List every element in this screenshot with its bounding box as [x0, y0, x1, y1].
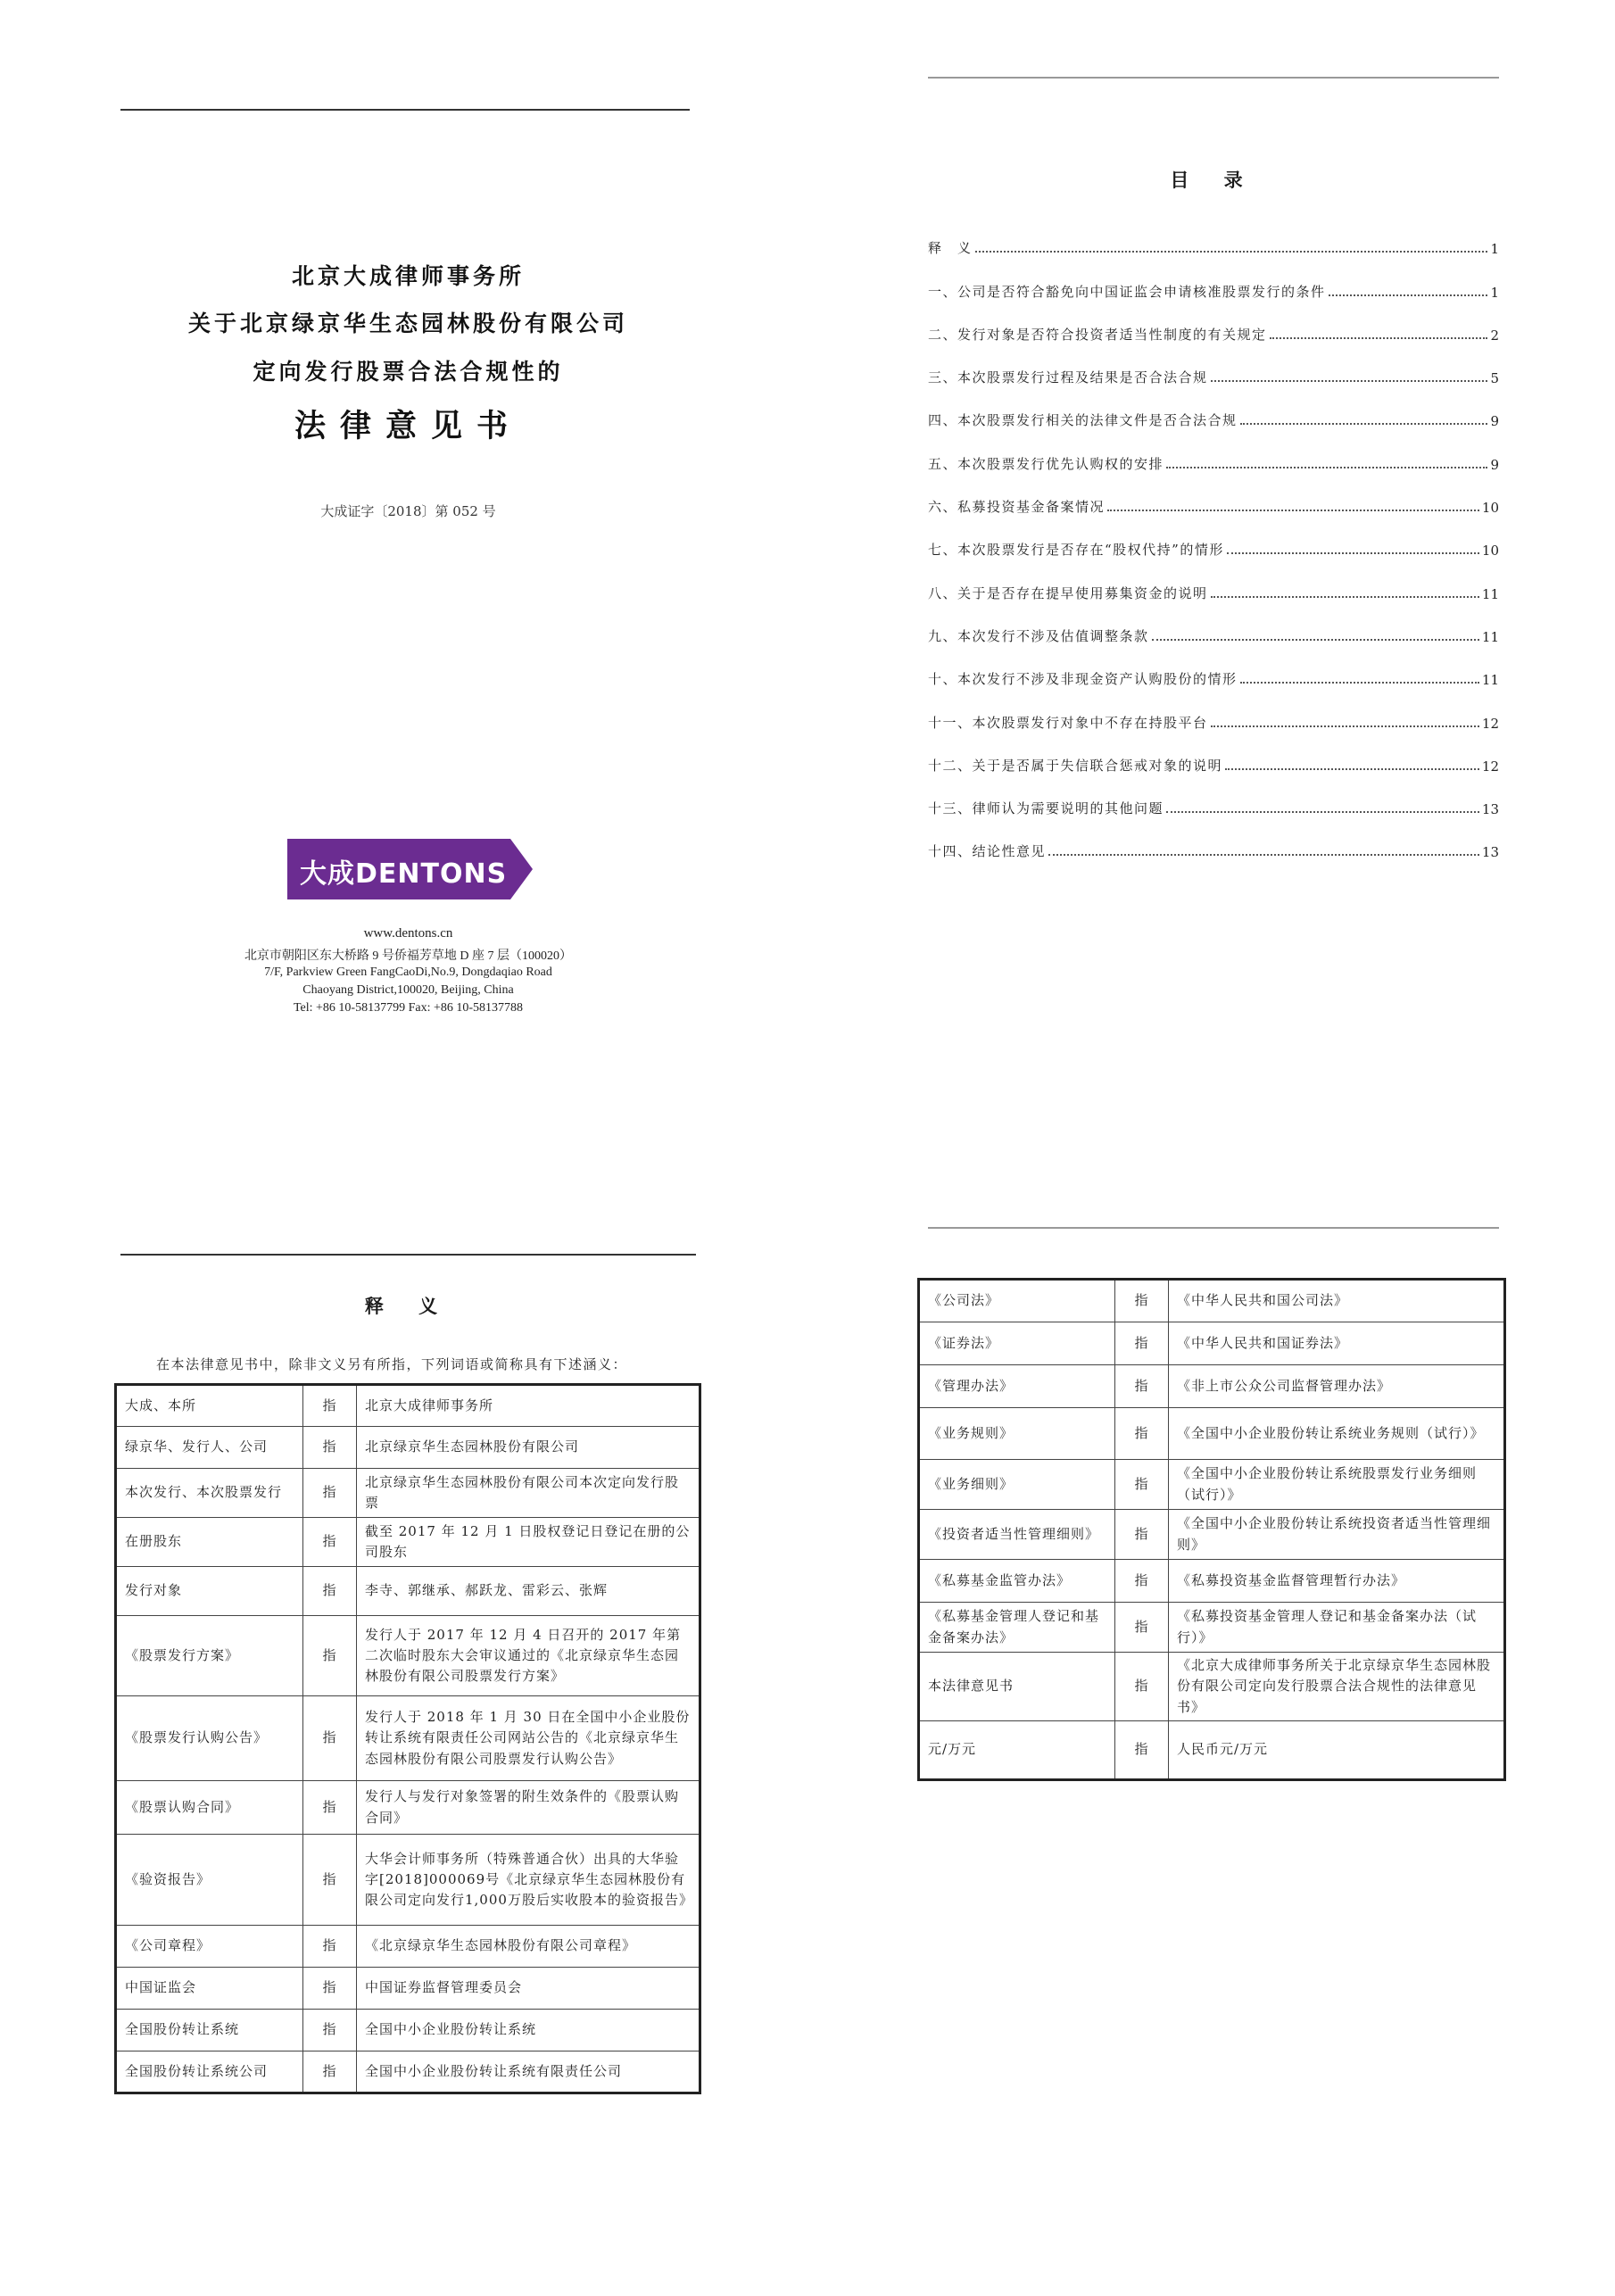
toc-item-page: 1	[1490, 284, 1499, 301]
definitions-table	[114, 1383, 701, 2094]
toc-item-text: 九、本次发行不涉及估值调整条款	[928, 627, 1149, 644]
definition-text: 《全国中小企业股份转让系统投资者适当性管理细则》	[1169, 1510, 1505, 1560]
definition-text: 《北京绿京华生态园林股份有限公司章程》	[357, 1926, 700, 1968]
definition-marker: 指	[1115, 1720, 1169, 1779]
toc-item-page: 9	[1490, 456, 1499, 473]
toc-leader-dots	[1329, 294, 1488, 296]
toc-item-page: 11	[1481, 585, 1499, 602]
document-number: 大成证字〔2018〕第 052 号	[320, 503, 496, 519]
definition-text: 人民币元/万元	[1169, 1720, 1505, 1779]
cover-title-document: 法律意见书	[294, 408, 522, 444]
definition-row	[116, 1567, 700, 1616]
definition-term: 《公司章程》	[116, 1926, 303, 1968]
toc-item-page: 12	[1481, 758, 1499, 775]
toc-item-text: 八、关于是否存在提早使用募集资金的说明	[928, 584, 1208, 601]
toc-item[interactable]	[928, 602, 1499, 645]
definition-text: 全国中小企业股份转让系统	[357, 2010, 700, 2051]
toc-item[interactable]	[928, 817, 1499, 860]
toc-item-text: 十、本次发行不涉及非现金资产认购股份的情形	[928, 671, 1238, 688]
toc-leader-dots	[1048, 854, 1479, 856]
definition-row	[116, 1427, 700, 1469]
definition-text: 北京绿京华生态园林股份有限公司本次定向发行股票	[357, 1469, 700, 1518]
toc-item-text: 三、本次股票发行过程及结果是否合法合规	[928, 369, 1208, 386]
definition-text: 截至 2017 年 12 月 1 日股权登记日登记在册的公司股东	[357, 1518, 700, 1567]
toc-leader-dots	[1152, 639, 1479, 641]
toc-leader-dots	[1211, 725, 1479, 727]
definition-row	[919, 1280, 1505, 1322]
definition-text: 《中华人民共和国证券法》	[1169, 1322, 1505, 1365]
definition-row	[919, 1603, 1505, 1653]
definition-marker: 指	[1115, 1322, 1169, 1365]
definition-row	[116, 1696, 700, 1781]
toc-item[interactable]	[928, 344, 1499, 386]
toc-item-text: 二、发行对象是否符合投资者适当性制度的有关规定	[928, 326, 1267, 343]
toc-leader-dots	[1211, 596, 1479, 598]
definition-marker: 指	[303, 1518, 357, 1567]
toc-item[interactable]	[928, 257, 1499, 300]
definition-row	[116, 1835, 700, 1926]
definition-marker: 指	[1115, 1510, 1169, 1560]
toc-item[interactable]	[928, 645, 1499, 688]
toc-item[interactable]	[928, 688, 1499, 731]
definition-term: 《证券法》	[919, 1322, 1115, 1365]
toc-item[interactable]	[928, 775, 1499, 817]
definition-term: 在册股东	[116, 1518, 303, 1567]
definition-row	[919, 1322, 1505, 1365]
definition-term: 本次发行、本次股票发行	[116, 1469, 303, 1518]
toc-leader-dots	[1211, 380, 1488, 382]
definition-term: 《私募基金管理人登记和基金备案办法》	[919, 1603, 1115, 1653]
toc-item-page: 10	[1481, 543, 1499, 559]
definition-row	[919, 1460, 1505, 1510]
definition-marker: 指	[303, 1385, 357, 1427]
toc-item-page: 5	[1490, 370, 1499, 387]
definition-marker: 指	[1115, 1280, 1169, 1322]
definition-term: 元/万元	[919, 1720, 1115, 1779]
toc-item-page: 9	[1490, 413, 1499, 430]
definition-row	[919, 1560, 1505, 1603]
definition-text: 《私募投资基金监督管理暂行办法》	[1169, 1560, 1505, 1603]
toc-leader-dots	[1227, 552, 1479, 554]
toc-leader-dots	[1166, 811, 1479, 813]
definition-term: 发行对象	[116, 1567, 303, 1616]
definition-marker: 指	[303, 1616, 357, 1696]
definition-row	[116, 1385, 700, 1427]
toc-item-page: 2	[1490, 327, 1499, 344]
toc-leader-dots	[1270, 337, 1488, 339]
definition-term: 《业务细则》	[919, 1460, 1115, 1510]
definition-marker: 指	[303, 1781, 357, 1835]
definition-text: 北京大成律师事务所	[357, 1385, 700, 1427]
definitions-title: 释 义	[364, 1295, 452, 1317]
definition-row	[116, 1781, 700, 1835]
definition-term: 《股票发行认购公告》	[116, 1696, 303, 1781]
firm-address-en-line1: 7/F, Parkview Green FangCaoDi,No.9, Dongdaqiao Road	[264, 966, 552, 979]
definition-row	[919, 1720, 1505, 1779]
definition-marker: 指	[303, 1926, 357, 1968]
definition-row	[116, 2051, 700, 2093]
toc-item-text: 十二、关于是否属于失信联合惩戒对象的说明	[928, 757, 1223, 774]
definition-text: 《私募投资基金管理人登记和基金备案办法（试行）》	[1169, 1603, 1505, 1653]
toc-item-page: 11	[1481, 672, 1499, 689]
toc-item[interactable]	[928, 473, 1499, 516]
definition-row	[116, 1968, 700, 2010]
definition-term: 《股票发行方案》	[116, 1616, 303, 1696]
definition-term: 全国股份转让系统公司	[116, 2051, 303, 2093]
toc-item-text: 十四、结论性意见	[928, 843, 1047, 860]
toc-item-page: 13	[1481, 844, 1499, 861]
firm-address-en-line2: Chaoyang District,100020, Beijing, China	[302, 983, 514, 997]
definition-marker: 指	[1115, 1365, 1169, 1408]
definition-text: 大华会计师事务所（特殊普通合伙）出具的大华验字[2018]000069号《北京绿京华生态园林股份有限公司定向发行1,000万股后实收股本的验资报告》	[357, 1835, 700, 1926]
toc-list	[928, 214, 1499, 860]
toc-leader-dots	[1240, 682, 1479, 684]
definition-marker: 指	[303, 2051, 357, 2093]
toc-leader-dots	[1240, 423, 1488, 425]
toc-item[interactable]	[928, 516, 1499, 559]
definition-term: 全国股份转让系统	[116, 2010, 303, 2051]
toc-item-page: 10	[1481, 500, 1499, 517]
definition-marker: 指	[1115, 1460, 1169, 1510]
definition-text: 李寺、郭继承、郝跃龙、雷彩云、张辉	[357, 1567, 700, 1616]
definition-text: 《中华人民共和国公司法》	[1169, 1280, 1505, 1322]
firm-website: www.dentons.cn	[363, 926, 453, 941]
definition-row	[116, 1616, 700, 1696]
definition-text: 《全国中小企业股份转让系统股票发行业务细则（试行）》	[1169, 1460, 1505, 1510]
toc-leader-dots	[975, 251, 1488, 253]
toc-item-page: 13	[1481, 801, 1499, 818]
cover-title-firm: 北京大成律师事务所	[291, 263, 525, 289]
definition-marker: 指	[1115, 1653, 1169, 1721]
definition-text: 发行人于 2018 年 1 月 30 日在全国中小企业股份转让系统有限责任公司网站公告的《北京绿京华生态园林股份有限公司股票发行认购公告》	[357, 1696, 700, 1781]
definition-term: 《业务规则》	[919, 1408, 1115, 1460]
definition-term: 《验资报告》	[116, 1835, 303, 1926]
definition-marker: 指	[1115, 1560, 1169, 1603]
toc-leader-dots	[1225, 768, 1479, 770]
definitions-table-continued	[917, 1278, 1506, 1781]
toc-item[interactable]	[928, 429, 1499, 472]
toc-top-rule	[928, 77, 1499, 79]
definition-term: 《股票认购合同》	[116, 1781, 303, 1835]
definition-text: 北京绿京华生态园林股份有限公司	[357, 1427, 700, 1469]
definition-row	[919, 1653, 1505, 1721]
toc-item-text: 七、本次股票发行是否存在“股权代持”的情形	[928, 542, 1224, 559]
toc-item-text: 释 义	[928, 240, 973, 257]
toc-item-text: 六、私募投资基金备案情况	[928, 499, 1106, 516]
definition-text: 发行人与发行对象签署的附生效条件的《股票认购合同》	[357, 1781, 700, 1835]
definition-term: 绿京华、发行人、公司	[116, 1427, 303, 1469]
definition-text: 《全国中小企业股份转让系统业务规则（试行）》	[1169, 1408, 1505, 1460]
definition-row	[919, 1408, 1505, 1460]
definition-marker: 指	[303, 1469, 357, 1518]
definition-term: 《管理办法》	[919, 1365, 1115, 1408]
toc-item[interactable]	[928, 301, 1499, 344]
toc-item-text: 一、公司是否符合豁免向中国证监会申请核准股票发行的条件	[928, 283, 1326, 300]
definition-marker: 指	[303, 1968, 357, 2010]
definitions-continued-top-rule	[928, 1227, 1499, 1229]
toc-item[interactable]	[928, 214, 1499, 257]
definition-row	[116, 1518, 700, 1567]
definition-term: 《投资者适当性管理细则》	[919, 1510, 1115, 1560]
toc-item[interactable]	[928, 732, 1499, 775]
definition-term: 《私募基金监管办法》	[919, 1560, 1115, 1603]
definition-marker: 指	[303, 1427, 357, 1469]
definition-term: 本法律意见书	[919, 1653, 1115, 1721]
definition-text: 发行人于 2017 年 12 月 4 日召开的 2017 年第二次临时股东大会审议通过的《北京绿京华生态园林股份有限公司股票发行方案》	[357, 1616, 700, 1696]
definition-term: 《公司法》	[919, 1280, 1115, 1322]
toc-item-page: 12	[1481, 715, 1499, 732]
cover-top-rule	[120, 109, 690, 111]
cover-title-client: 关于北京绿京华生态园林股份有限公司	[187, 311, 628, 336]
definition-row	[919, 1365, 1505, 1408]
toc-item-page: 11	[1481, 628, 1499, 645]
toc-item-text: 十三、律师认为需要说明的其他问题	[928, 800, 1164, 817]
definition-text: 中国证券监督管理委员会	[357, 1968, 700, 2010]
toc-item[interactable]	[928, 386, 1499, 429]
definition-row	[116, 1926, 700, 1968]
definition-row	[919, 1510, 1505, 1560]
firm-address-cn: 北京市朝阳区东大桥路 9 号侨福芳草地 D 座 7 层（100020）	[244, 949, 573, 963]
definition-term: 中国证监会	[116, 1968, 303, 2010]
definition-text: 全国中小企业股份转让系统有限责任公司	[357, 2051, 700, 2093]
dentons-logo	[287, 839, 533, 899]
definition-row	[116, 2010, 700, 2051]
definition-marker: 指	[1115, 1603, 1169, 1653]
definition-marker: 指	[303, 1567, 357, 1616]
definition-row	[116, 1469, 700, 1518]
toc-item-text: 五、本次股票发行优先认购权的安排	[928, 455, 1164, 472]
cover-title-subject: 定向发行股票合法合规性的	[253, 359, 564, 385]
toc-leader-dots	[1166, 467, 1487, 468]
toc-title: 目 录	[1170, 169, 1257, 191]
toc-item[interactable]	[928, 559, 1499, 601]
toc-item-text: 四、本次股票发行相关的法律文件是否合法合规	[928, 412, 1238, 429]
definition-marker: 指	[303, 2010, 357, 2051]
logo-text: 大成DENTONS	[300, 858, 508, 890]
definitions-top-rule	[120, 1254, 696, 1256]
definitions-intro: 在本法律意见书中，除非文义另有所指，下列词语或简称具有下述涵义：	[156, 1356, 628, 1372]
definition-term: 大成、本所	[116, 1385, 303, 1427]
toc-item-text: 十一、本次股票发行对象中不存在持股平台	[928, 714, 1208, 731]
definition-marker: 指	[1115, 1408, 1169, 1460]
definition-text: 《非上市公众公司监督管理办法》	[1169, 1365, 1505, 1408]
firm-contact: Tel: +86 10-58137799 Fax: +86 10-58137788	[293, 1001, 524, 1015]
definition-text: 《北京大成律师事务所关于北京绿京华生态园林股份有限公司定向发行股票合法合规性的法律意见书》	[1169, 1653, 1505, 1721]
definition-marker: 指	[303, 1696, 357, 1781]
definition-marker: 指	[303, 1835, 357, 1926]
toc-leader-dots	[1107, 510, 1479, 511]
toc-item-page: 1	[1490, 241, 1499, 258]
